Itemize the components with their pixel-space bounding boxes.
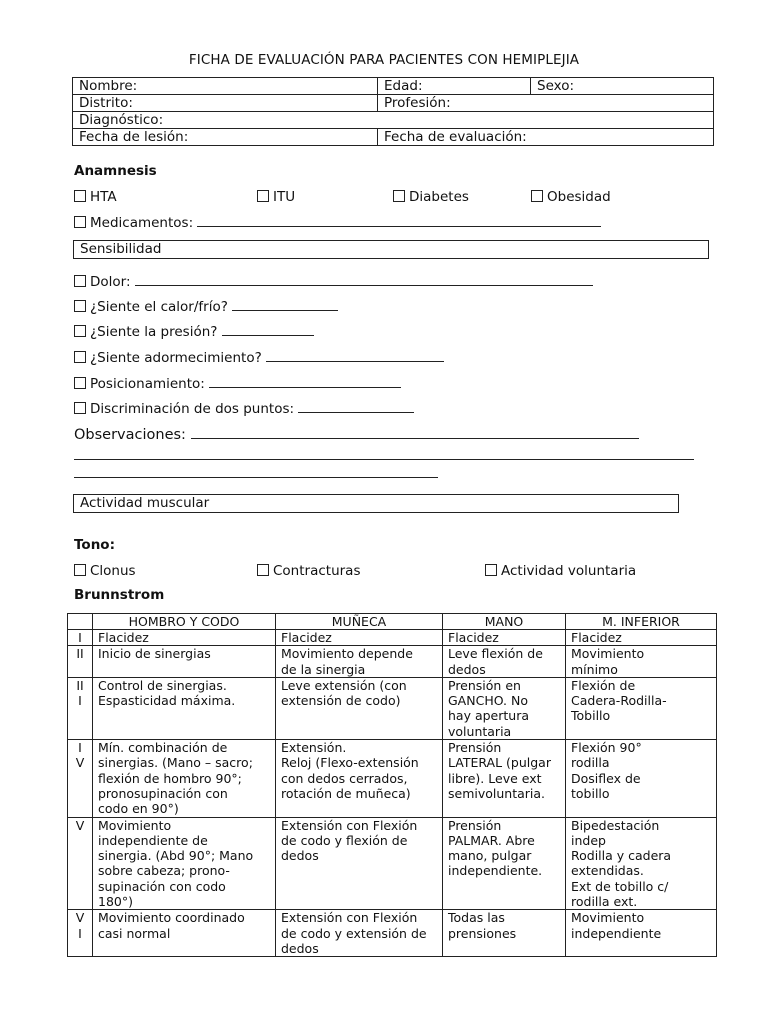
cell-line: mano, pulgar	[448, 848, 532, 864]
cell-line: semivoluntaria.	[448, 785, 546, 801]
table-cell	[93, 740, 276, 817]
cell-line: pronosupinación con	[98, 785, 228, 801]
cell-line: II	[76, 677, 84, 693]
table-row	[68, 817, 717, 910]
table-cell	[443, 630, 566, 646]
cell-line: Control de sinergias.	[98, 677, 227, 693]
column-header: M. INFERIOR	[566, 614, 717, 630]
table-cell	[566, 677, 717, 739]
cell-line: rotación de muñeca)	[281, 785, 411, 801]
observaciones-field[interactable]: Observaciones:	[74, 427, 639, 443]
table-cell	[276, 630, 443, 646]
table-cell	[93, 817, 276, 910]
cell-line: mínimo	[571, 661, 618, 677]
diagnostico-field[interactable]: Diagnóstico:	[73, 112, 714, 129]
table-row	[68, 740, 717, 817]
table-cell	[93, 646, 276, 678]
profesion-field[interactable]: Profesión:	[378, 95, 714, 112]
adormecimiento-field[interactable]: ¿Siente adormecimiento?	[74, 350, 444, 366]
cell-line: Extensión con Flexión	[281, 910, 418, 926]
answer-line[interactable]	[232, 300, 338, 311]
cell-line: Movimiento	[571, 910, 645, 926]
table-cell	[93, 677, 276, 739]
checkbox-icon[interactable]	[74, 216, 86, 228]
checkbox-icon[interactable]	[74, 402, 86, 414]
cell-line: Prensión	[448, 817, 502, 833]
cell-line: tobillo	[571, 785, 610, 801]
cell-line: Extensión con Flexión	[281, 817, 418, 833]
cell-line: de codo y flexión de	[281, 832, 408, 848]
cell-line: Flacidez	[281, 630, 332, 645]
cell-line: libre). Leve ext	[448, 770, 542, 786]
brunnstrom-table	[67, 613, 717, 957]
checkbox-icon[interactable]	[74, 564, 86, 576]
cell-line: independiente	[571, 925, 662, 941]
stage-cell	[68, 817, 93, 910]
cell-line: codo en 90°)	[98, 801, 179, 817]
checkbox-icon[interactable]	[257, 190, 269, 202]
cell-line: Flacidez	[448, 630, 499, 645]
cell-line: indep	[571, 832, 606, 848]
checkbox-icon[interactable]	[485, 564, 497, 576]
checkbox-icon[interactable]	[74, 190, 86, 202]
cell-line: Extensión.	[281, 740, 347, 756]
table-cell	[93, 630, 276, 646]
checkbox-icon[interactable]	[74, 275, 86, 287]
column-header	[68, 614, 93, 630]
stage-cell	[68, 677, 93, 739]
cell-line: dedos	[448, 661, 486, 677]
fecha-lesion-field[interactable]: Fecha de lesión:	[73, 129, 378, 146]
cell-line: Movimiento coordinado	[98, 910, 245, 926]
sexo-field[interactable]: Sexo:	[531, 78, 714, 95]
cell-line: Inicio de sinergias	[98, 646, 211, 662]
calor-frio-field[interactable]: ¿Siente el calor/frío?	[74, 299, 338, 315]
cell-line: Leve flexión de	[448, 646, 543, 662]
cell-line: Movimiento depende	[281, 646, 413, 662]
sensibilidad-section-box: Sensibilidad	[73, 240, 709, 259]
cell-line: hay apertura	[448, 708, 529, 724]
option-itu[interactable]: ITU	[257, 189, 295, 205]
table-cell	[276, 740, 443, 817]
cell-line: V	[75, 755, 85, 771]
cell-line: independiente de	[98, 832, 208, 848]
medicamentos-field[interactable]: Medicamentos:	[74, 215, 601, 231]
option-hta[interactable]: HTA	[74, 189, 117, 205]
table-cell	[566, 630, 717, 646]
cell-line: I	[78, 925, 82, 941]
page-title: FICHA DE EVALUACIÓN PARA PACIENTES CON HEMIPLEJIA	[188, 52, 580, 68]
cell-line: Espasticidad máxima.	[98, 693, 236, 709]
table-row	[68, 630, 717, 646]
dolor-field[interactable]: Dolor:	[74, 274, 593, 290]
cell-line: I	[78, 630, 82, 645]
table-cell	[566, 910, 717, 957]
table-header-row	[68, 614, 717, 630]
cell-line: prensiones	[448, 925, 517, 941]
actividad-muscular-box: Actividad muscular	[73, 494, 679, 513]
table-cell	[93, 910, 276, 957]
cell-line: casi normal	[98, 925, 171, 941]
observaciones-line-2[interactable]	[74, 459, 694, 460]
cell-line: Rodilla y cadera	[571, 848, 672, 864]
cell-line: sinergia. (Abd 90°; Mano	[98, 848, 254, 864]
distrito-field[interactable]: Distrito:	[73, 95, 378, 112]
cell-line: Flexión de	[571, 677, 636, 693]
cell-line: 180°)	[98, 894, 133, 910]
table-cell	[443, 817, 566, 910]
cell-line: I	[78, 693, 82, 709]
answer-line[interactable]	[209, 377, 401, 388]
table-row	[68, 646, 717, 678]
cell-line: Tobillo	[571, 708, 611, 724]
table-cell	[566, 646, 717, 678]
cell-line: I	[78, 740, 82, 756]
table-cell	[276, 677, 443, 739]
cell-line: Prensión	[448, 740, 502, 756]
fecha-evaluacion-field[interactable]: Fecha de evaluación:	[378, 129, 714, 146]
discriminacion-field[interactable]: Discriminación de dos puntos:	[74, 401, 414, 417]
cell-line: Todas las	[448, 910, 505, 926]
cell-line: rodilla ext.	[571, 894, 638, 910]
cell-line: extensión de codo)	[281, 693, 401, 709]
checkbox-icon[interactable]	[74, 325, 86, 337]
cell-line: flexión de hombro 90°;	[98, 770, 242, 786]
checkbox-icon[interactable]	[74, 377, 86, 389]
cell-line: independiente.	[448, 863, 543, 879]
table-cell	[443, 910, 566, 957]
cell-line: Flacidez	[571, 630, 622, 645]
cell-line: Dosiflex de	[571, 770, 641, 786]
table-row	[68, 677, 717, 739]
cell-line: Mín. combinación de	[98, 740, 228, 756]
cell-line: V	[75, 817, 85, 833]
cell-line: Ext de tobillo c/	[571, 878, 669, 894]
cell-line: de codo y extensión de	[281, 925, 427, 941]
checkbox-icon[interactable]	[393, 190, 405, 202]
answer-line[interactable]	[135, 275, 593, 286]
table-cell	[566, 817, 717, 910]
cell-line: extendidas.	[571, 863, 644, 879]
nombre-field[interactable]: Nombre:	[73, 78, 378, 95]
cell-line: rodilla	[571, 755, 610, 771]
tono-heading: Tono:	[74, 537, 115, 553]
cell-line: Leve extensión (con	[281, 677, 407, 693]
checkbox-icon[interactable]	[257, 564, 269, 576]
answer-line[interactable]	[191, 428, 639, 439]
cell-line: PALMAR. Abre	[448, 832, 535, 848]
posicionamiento-field[interactable]: Posicionamiento:	[74, 376, 401, 392]
cell-line: con dedos cerrados,	[281, 770, 408, 786]
cell-line: supinación con codo	[98, 878, 226, 894]
cell-line: LATERAL (pulgar	[448, 755, 551, 771]
cell-line: Movimiento	[98, 817, 172, 833]
observaciones-line-3[interactable]	[74, 477, 438, 478]
checkbox-icon[interactable]	[74, 351, 86, 363]
cell-line: V	[75, 910, 85, 926]
table-cell	[276, 910, 443, 957]
table-cell	[276, 817, 443, 910]
checkbox-icon[interactable]	[531, 190, 543, 202]
checkbox-icon[interactable]	[74, 300, 86, 312]
table-row	[68, 910, 717, 957]
patient-info-table	[72, 77, 714, 146]
cell-line: Bipedestación	[571, 817, 660, 833]
option-clonus[interactable]: Clonus	[74, 563, 136, 579]
stage-cell	[68, 910, 93, 957]
cell-line: Reloj (Flexo-extensión	[281, 755, 419, 771]
cell-line: Movimiento	[571, 646, 645, 662]
column-header: MANO	[443, 614, 566, 630]
brunnstrom-heading: Brunnstrom	[74, 587, 165, 603]
answer-line[interactable]	[222, 325, 314, 336]
table-cell	[566, 740, 717, 817]
cell-line: dedos	[281, 940, 319, 956]
cell-line: Prensión en	[448, 677, 521, 693]
option-obesidad[interactable]: Obesidad	[531, 189, 611, 205]
table-cell	[443, 646, 566, 678]
edad-field[interactable]: Edad:	[378, 78, 531, 95]
cell-line: voluntaria	[448, 723, 512, 739]
cell-line: dedos	[281, 848, 319, 864]
option-actividad-voluntaria[interactable]: Actividad voluntaria	[485, 563, 636, 579]
cell-line: Flexión 90°	[571, 740, 642, 756]
column-header: HOMBRO Y CODO	[93, 614, 276, 630]
option-contracturas[interactable]: Contracturas	[257, 563, 361, 579]
cell-line: de la sinergia	[281, 661, 366, 677]
cell-line: Flacidez	[98, 630, 149, 645]
table-cell	[443, 677, 566, 739]
table-cell	[443, 740, 566, 817]
stage-cell	[68, 630, 93, 646]
anamnesis-heading: Anamnesis	[74, 163, 157, 179]
column-header: MUÑECA	[276, 614, 443, 630]
cell-line: II	[76, 646, 84, 662]
answer-line[interactable]	[197, 216, 601, 227]
answer-line[interactable]	[298, 402, 414, 413]
option-diabetes[interactable]: Diabetes	[393, 189, 469, 205]
cell-line: sinergias. (Mano – sacro;	[98, 755, 253, 771]
presion-field[interactable]: ¿Siente la presión?	[74, 324, 314, 340]
cell-line: GANCHO. No	[448, 693, 528, 709]
table-cell	[276, 646, 443, 678]
stage-cell	[68, 646, 93, 678]
answer-line[interactable]	[266, 351, 444, 362]
stage-cell	[68, 740, 93, 817]
cell-line: sobre cabeza; prono-	[98, 863, 230, 879]
cell-line: Cadera-Rodilla-	[571, 693, 667, 709]
